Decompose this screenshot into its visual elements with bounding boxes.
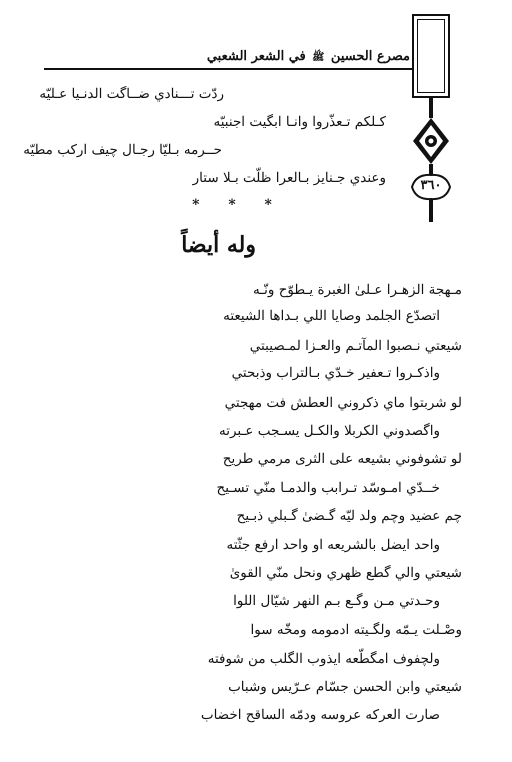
section-title: وله أيضاً	[181, 232, 256, 258]
verse-line: وحـدتي مـن وگـع بـم النهر شيّال اللوا	[233, 593, 440, 609]
verse-line: لو تشوفوني بشيعه على الثرى مرمي طريح	[222, 451, 462, 467]
rosette-ornament-icon	[409, 116, 453, 166]
verse-line: ردّت تـــنادي ضــاگت الدنـيا عـليّه	[39, 86, 224, 102]
verse-line: واحد ايضل بالشريعه او واحد ارفع جثّته	[226, 537, 440, 553]
verse-line: شيعتي وابن الحسن جسّام عـرّيس وشباب	[228, 679, 462, 695]
verse-line: صارت العركه عروسه ودمّه الساقح اخضاب	[200, 707, 440, 723]
verse-line: وعندي جـنايز بـالعرا ظلّت بـلا ستار	[192, 170, 386, 186]
verse-line: واذكـروا تـعفير خـدّي بـالتراب وذبحتي	[231, 365, 440, 381]
verse-line: اتصدّع الجلمد وصايا اللي بـداها الشيعته	[223, 308, 440, 324]
emblem-chain-lower	[429, 200, 433, 222]
page-number: ٣٦٠	[420, 178, 442, 193]
verse-line: چم عضيد وچم ولد ليّه گـضىٰ گـبلي ذبـيح	[236, 508, 462, 524]
emblem-inner-frame	[417, 19, 445, 93]
salutation-ornament: ﷺ	[312, 52, 325, 63]
verse-line: كـلكم تـعذّروا وانـا ابگيت اجنبيّه	[213, 114, 386, 130]
verse-line: شيعتي نـصبوا المآتـم والعـزا لمـصيبتي	[249, 338, 462, 354]
verse-line: حــرمه بـليّا رجـال چيف اركب مطيّه	[23, 142, 222, 158]
verse-line: شيعتي والي گطع ظهري ونحل منّي القوىٰ	[229, 565, 462, 581]
verse-line: واگصدوني الكربلا والكـل يسـجب عـبرته	[218, 423, 440, 439]
verse-line: لو شربتوا ماي ذكروني العطش فت مهجتي	[224, 395, 462, 411]
running-title	[207, 48, 410, 67]
running-title-left: مصرع الحسين	[330, 49, 410, 64]
calligraphy-emblem	[412, 14, 450, 98]
verse-line: خــدّي امـوسّد تـرابب والدمـا منّي تسـيح	[216, 480, 440, 496]
verse-line: وصْـلت يـمّه ولگـيته ادمومه ومخّه سوا	[250, 622, 462, 638]
verse-line: ولچفوف امگطّعه ايذوب الگلب من شوفته	[207, 651, 440, 667]
verse-line: مـهجة الزهـرا عـلىٰ الغبرة يـطوّح ونّـه	[252, 282, 462, 298]
emblem-chain-upper	[429, 98, 433, 118]
page-header	[44, 48, 412, 70]
running-title-right: في الشعر الشعبي	[206, 49, 306, 64]
section-separator: * * *	[192, 197, 284, 213]
